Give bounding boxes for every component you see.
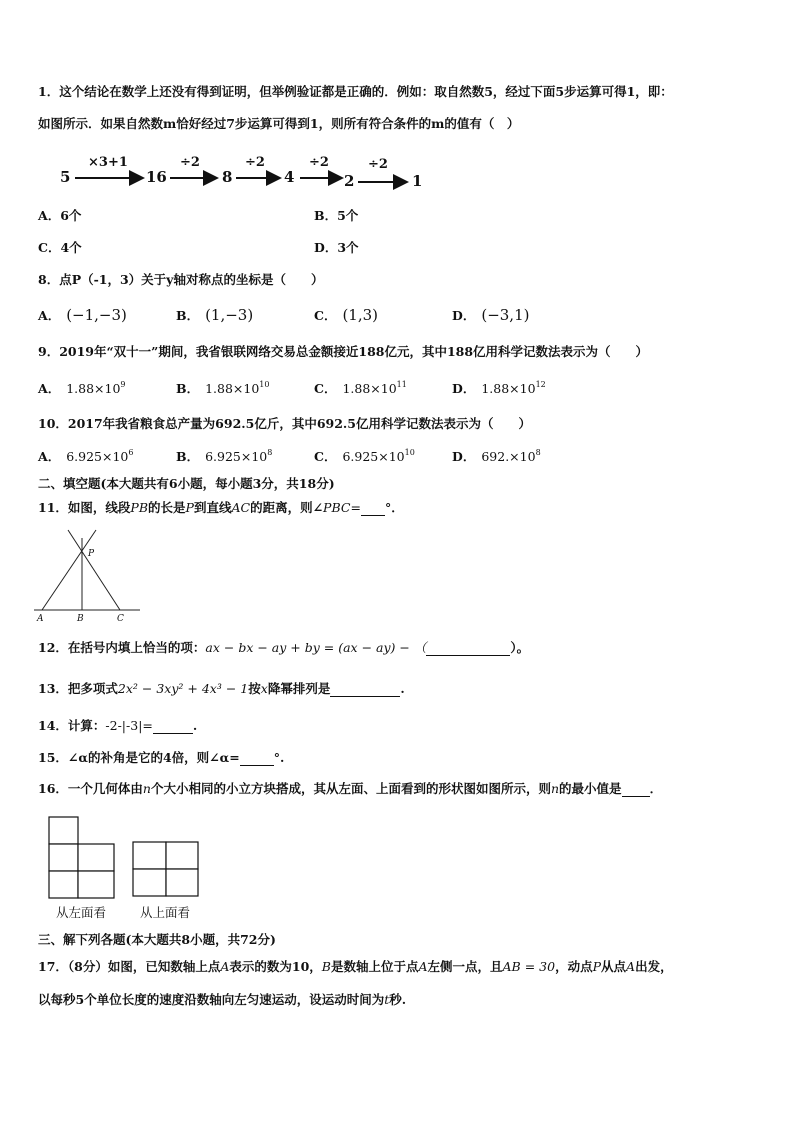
q10-option-c: [314, 449, 415, 465]
option-mantissa: 6.925×10: [205, 449, 268, 464]
q17-text: 17．（8分）如图，已知数轴上点: [38, 959, 221, 974]
chain-node: 8: [222, 168, 233, 186]
operation-chain-figure: [55, 150, 435, 190]
segment-pb: PB: [130, 500, 149, 515]
point-p: P: [185, 500, 194, 515]
q14-text: .: [192, 718, 198, 733]
q17-line1: [38, 959, 673, 975]
q16-text: 16．一个几何体由: [38, 781, 143, 796]
q9-option-b: [176, 381, 269, 397]
q14-expression: -2-|-3|=: [105, 718, 153, 733]
q12-text: 12．在括号内填上恰当的项：: [38, 640, 206, 655]
chain-node: 1: [412, 172, 423, 190]
q14-text: 14．计算：: [38, 718, 106, 733]
option-mantissa: 1.88×10: [66, 381, 121, 396]
q9-stem: 9．2019年“双十一”期间，我省银联网络交易总金额接近188亿元，其中188亿用科学记数法表示为（ ）: [38, 344, 649, 359]
q13-stem: [38, 681, 405, 697]
q11-text: 到直线: [193, 500, 232, 515]
cube-square: [49, 817, 78, 844]
chain-op: ÷2: [180, 155, 200, 170]
option-mantissa: 6.925×10: [66, 449, 129, 464]
q13-text: .: [400, 681, 405, 696]
left-view-caption: 从左面看: [56, 905, 107, 920]
left-view-figure: [46, 815, 118, 901]
q12-stem: [38, 640, 529, 656]
cube-square: [78, 844, 114, 871]
variable-n: n: [550, 781, 560, 796]
option-label: B．: [176, 449, 200, 464]
point-b: B: [321, 959, 331, 974]
answer-blank: [330, 683, 400, 697]
option-value: (−3,1): [481, 306, 530, 324]
line-pc: [68, 530, 120, 610]
point-p: P: [592, 959, 602, 974]
option-label: A．: [38, 449, 61, 464]
q11-text: 11．如图，线段: [38, 500, 131, 515]
q16-text: 个大小相同的小立方块搭成，其从左面、上面看到的形状图如图所示，则: [150, 781, 551, 796]
option-exponent: 12: [535, 380, 546, 389]
point-a: A: [418, 959, 428, 974]
q9-option-c: [314, 381, 407, 397]
option-label: C．: [314, 449, 337, 464]
q11-text: 的距离，则∠: [250, 500, 324, 515]
q11-stem: [38, 500, 404, 516]
answer-blank: [153, 720, 193, 734]
chain-op: ÷2: [309, 155, 329, 170]
point-a: A: [220, 959, 230, 974]
angle-pbc: PBC: [323, 500, 351, 515]
option-exponent: 11: [396, 380, 407, 389]
point-a: A: [626, 959, 636, 974]
q15-text: 15．∠α的补角是它的4倍，则∠α=: [38, 750, 240, 765]
q17-text: 从点: [601, 959, 627, 974]
option-label: D．: [452, 381, 476, 396]
cube-square: [133, 842, 166, 869]
chain-node: 4: [284, 168, 295, 186]
q1-option-d: D．3个: [314, 240, 359, 255]
option-value: (1,−3): [205, 306, 254, 324]
q12-expression: ax − bx − ay + by = (ax − ay) − （: [205, 640, 427, 655]
cube-square: [78, 871, 114, 898]
q9-option-a: [38, 381, 126, 397]
q1-line1: 1．这个结论在数学上还没有得到证明，但举例验证都是正确的．例如：取自然数5，经过下面5步运算可得1，即：: [38, 84, 673, 99]
q11-text: 的长是: [148, 500, 186, 515]
option-label: A．: [38, 308, 61, 323]
q8-option-a: [38, 307, 127, 324]
option-label: B．: [176, 308, 200, 323]
q1-option-c: C．4个: [38, 240, 82, 255]
q12-text: ）。: [510, 640, 530, 655]
section-3-heading: 三、解下列各题(本大题共8小题，共72分): [38, 932, 276, 947]
q16-stem: [38, 781, 662, 797]
q10-stem: 10．2017年我省粮食总产量为692.5亿斤，其中692.5亿用科学记数法表示为（ ）: [38, 416, 531, 431]
option-label: C．: [314, 381, 337, 396]
q17-text: 出发，: [635, 959, 673, 974]
q10-option-d: [452, 449, 541, 465]
cube-square: [166, 869, 198, 896]
q17-text: 是数轴上位于点: [330, 959, 419, 974]
q10-option-a: [38, 449, 133, 465]
section-2-heading: 二、填空题(本大题共有6小题，每小题3分，共18分): [38, 476, 335, 491]
q17-text: 以每秒5个单位长度的速度沿数轴向左匀速运动，设运动时间为: [38, 992, 385, 1007]
q13-text: 13．把多项式: [38, 681, 118, 696]
answer-blank: [622, 783, 650, 797]
option-exponent: 10: [404, 448, 415, 457]
line-ac: AC: [231, 500, 251, 515]
variable-n: n: [142, 781, 151, 796]
variable-t: t: [384, 992, 390, 1007]
option-exponent: 8: [535, 448, 541, 457]
q11-text: °．: [384, 500, 404, 515]
chain-node: 16: [146, 168, 167, 186]
q15-text: °.: [273, 750, 285, 765]
option-mantissa: 6.925×10: [342, 449, 405, 464]
cube-square: [49, 871, 78, 898]
option-value: (−1,−3): [66, 306, 127, 324]
point-p-label: P: [88, 549, 95, 559]
option-value: (1,3): [342, 306, 379, 324]
point-a-label: A: [37, 614, 44, 624]
chain-op: ×3+1: [88, 155, 128, 170]
variable-x: x: [260, 681, 268, 696]
point-b-label: B: [77, 614, 84, 624]
q16-text: ．: [649, 781, 663, 796]
q8-option-b: [176, 307, 253, 324]
top-view-caption: 从上面看: [140, 905, 191, 920]
q14-stem: [38, 718, 197, 734]
top-view-figure: [130, 840, 202, 900]
q13-polynomial: 2x² − 3xy² + 4x³ − 1: [117, 681, 249, 696]
q10-option-b: [176, 449, 272, 465]
q11-text: =: [350, 500, 361, 515]
answer-blank: [361, 502, 385, 516]
option-label: D．: [452, 449, 476, 464]
option-mantissa: 1.88×10: [205, 381, 260, 396]
q17-text: 左侧一点，且: [427, 959, 503, 974]
ab-equation: AB = 30: [502, 959, 556, 974]
q1-option-a: A．6个: [38, 208, 82, 223]
option-label: C．: [314, 308, 337, 323]
option-mantissa: 692.×10: [481, 449, 536, 464]
point-c-label: C: [117, 614, 124, 624]
option-exponent: 10: [259, 380, 270, 389]
q1-option-b: B．5个: [314, 208, 359, 223]
chain-node: 2: [344, 172, 355, 190]
q11-figure: [34, 528, 146, 624]
q8-option-c: [314, 307, 378, 324]
option-label: D．: [452, 308, 476, 323]
q13-text: 降幂排列是: [267, 681, 331, 696]
q17-line2: [38, 992, 406, 1008]
option-mantissa: 1.88×10: [481, 381, 536, 396]
q13-text: 按: [248, 681, 261, 696]
q17-text: 表示的数为10，: [229, 959, 322, 974]
chain-op: ÷2: [245, 155, 265, 170]
option-mantissa: 1.88×10: [342, 381, 397, 396]
cube-square: [49, 844, 78, 871]
cube-square: [166, 842, 198, 869]
q8-option-d: [452, 307, 529, 324]
chain-op: ÷2: [368, 157, 388, 172]
cube-square: [133, 869, 166, 896]
q8-stem: 8．点P（-1，3）关于y轴对称点的坐标是（ ）: [38, 272, 324, 287]
answer-blank: [240, 752, 274, 766]
chain-node: 5: [60, 168, 71, 186]
q9-option-d: [452, 381, 546, 397]
option-label: A．: [38, 381, 61, 396]
q17-text: ，动点: [555, 959, 593, 974]
q1-line2: 如图所示．如果自然数m恰好经过7步运算可得到1，则所有符合条件的m的值有（ ）: [38, 116, 520, 131]
q17-text: 秒.: [389, 992, 407, 1007]
answer-blank: [426, 642, 510, 656]
option-exponent: 9: [120, 380, 126, 389]
option-exponent: 6: [128, 448, 134, 457]
q15-stem: [38, 750, 284, 766]
option-exponent: 8: [267, 448, 273, 457]
option-label: B．: [176, 381, 200, 396]
q16-text: 的最小值是: [559, 781, 622, 796]
line-pa: [42, 530, 96, 610]
